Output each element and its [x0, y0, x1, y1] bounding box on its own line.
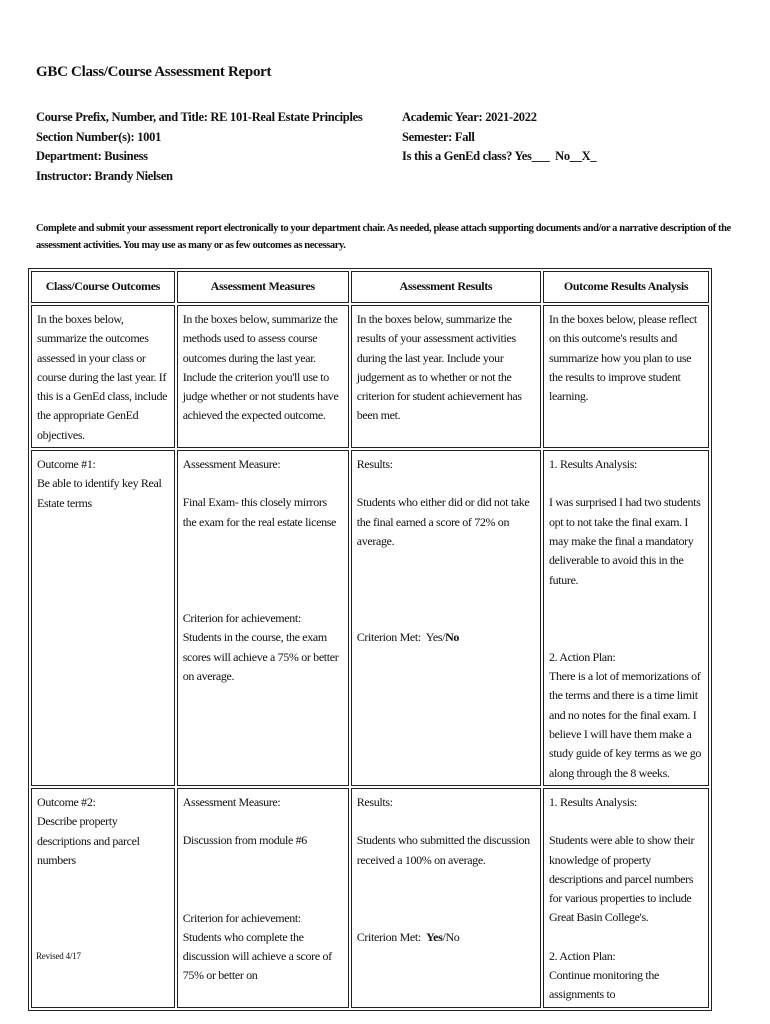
outcome-cell — [31, 788, 175, 1008]
outcome-label: Outcome #2: — [37, 794, 96, 809]
academic-year: Academic Year: 2021-2022 — [402, 110, 537, 124]
criterion-text: Students in the course, the exam scores will achieve a 75% or better on average. — [182, 630, 339, 683]
table-row — [31, 788, 709, 1008]
criterion-met-label: Criterion Met: — [356, 929, 421, 944]
criterion-separator: / — [442, 929, 446, 944]
outcome-label: Outcome #1: — [37, 457, 96, 472]
criterion-met — [357, 928, 535, 947]
course-title: Course Prefix, Number, and Title: RE 101-Real Estate Principles — [36, 110, 363, 124]
results-label: Results: — [356, 794, 393, 809]
criterion-text: Students who complete the discussion will achieve a score of 75% or better on — [182, 929, 332, 983]
results-text: Students who submitted the discussion received a 100% on average. — [356, 833, 530, 867]
header-results: Assessment Results — [351, 271, 541, 303]
header-outcomes: Class/Course Outcomes — [31, 271, 175, 303]
guidance-row — [31, 305, 709, 448]
guidance-outcomes: In the boxes below, summarize the outcomes assessed in your class or course during the last year. If this is a GenEd class, include the appropriate GenEd objectives. — [31, 305, 175, 448]
criterion-met-label: Criterion Met: — [356, 630, 421, 645]
criterion-no: No — [445, 929, 460, 944]
course-info — [36, 108, 362, 186]
outcome-text: Be able to identify key Real Estate terms — [37, 476, 162, 510]
guidance-analysis: In the boxes below, please reflect on this outcome's results and summarize how you plan to use the results to improve student learning. — [543, 305, 709, 448]
results-text: Students who either did or did not take the final earned a score of 72% on average. — [356, 495, 530, 548]
measure-cell — [177, 788, 349, 1008]
header-analysis: Outcome Results Analysis — [543, 271, 709, 303]
revision-note: Revised 4/17 — [36, 951, 81, 961]
guidance-measures: In the boxes below, summarize the methods used to assess course outcomes during the last year. Include the criterion you'll use to judge whether or not students have achieved the expected outcome. — [177, 305, 349, 448]
criterion-label: Criterion for achievement: — [182, 610, 301, 625]
table-header-row — [31, 271, 709, 303]
analysis-cell — [543, 788, 709, 1008]
header-measures: Assessment Measures — [177, 271, 349, 303]
instructions: Complete and submit your assessment report electronically to your department chair. As needed, please attach supporting documents and/or a narrative description of the assessment activities. You may use as many or as few outcomes as necessary. — [36, 223, 731, 251]
criterion-label: Criterion for achievement: — [182, 910, 301, 925]
results-cell — [351, 788, 541, 1008]
analysis-text: Students were able to show their knowledge of property descriptions and parcel numbers for various properties to include Great Basin College's. — [549, 833, 695, 925]
report-title: GBC Class/Course Assessment Report — [36, 64, 272, 80]
measure-label: Assessment Measure: — [182, 794, 281, 809]
analysis-cell — [543, 450, 709, 786]
section-number: Section Number(s): 1001 — [36, 129, 162, 144]
assessment-table — [28, 268, 712, 1011]
action-plan-label: 2. Action Plan: — [549, 649, 616, 664]
measure-cell — [177, 450, 349, 786]
results-label: Results: — [356, 457, 393, 472]
instructor: Instructor: Brandy Nielsen — [36, 168, 173, 183]
outcome-cell — [31, 450, 175, 786]
term-info — [402, 108, 596, 167]
department: Department: Business — [36, 149, 148, 163]
criterion-yes: Yes — [426, 929, 443, 944]
measure-label: Assessment Measure: — [182, 457, 281, 472]
guidance-results: In the boxes below, summarize the results of your assessment activities during the last year. Include your judgement as to whether or not the criterion for student achievement has been met. — [351, 305, 541, 448]
criterion-met — [357, 628, 535, 647]
analysis-label: 1. Results Analysis: — [549, 794, 638, 809]
action-plan-text: There is a lot of memorizations of the terms and there is a time limit and no notes for the final exam. I believe I will have them make a study guide of key terms as we go along through the 8 weeks. — [549, 669, 702, 780]
criterion-no: No — [445, 630, 460, 645]
action-plan-text: Continue monitoring the assignments to — [549, 968, 659, 1002]
measure-text: Final Exam- this closely mirrors the exam for the real estate license — [182, 495, 337, 529]
table-row — [31, 450, 709, 786]
measure-text: Discussion from module #6 — [182, 833, 307, 848]
semester: Semester: Fall — [402, 129, 475, 144]
analysis-text: I was surprised I had two students opt to not take the final exam. I may make the final a mandatory deliverable to avoid this in the future. — [549, 495, 701, 587]
gened-question: Is this a GenEd class? Yes___ No__X_ — [402, 149, 597, 163]
analysis-label: 1. Results Analysis: — [549, 457, 638, 472]
action-plan-label: 2. Action Plan: — [549, 948, 616, 963]
results-cell — [351, 450, 541, 786]
criterion-separator: / — [442, 630, 446, 645]
outcome-text: Describe property descriptions and parcel numbers — [37, 814, 140, 867]
criterion-yes: Yes — [425, 630, 443, 645]
